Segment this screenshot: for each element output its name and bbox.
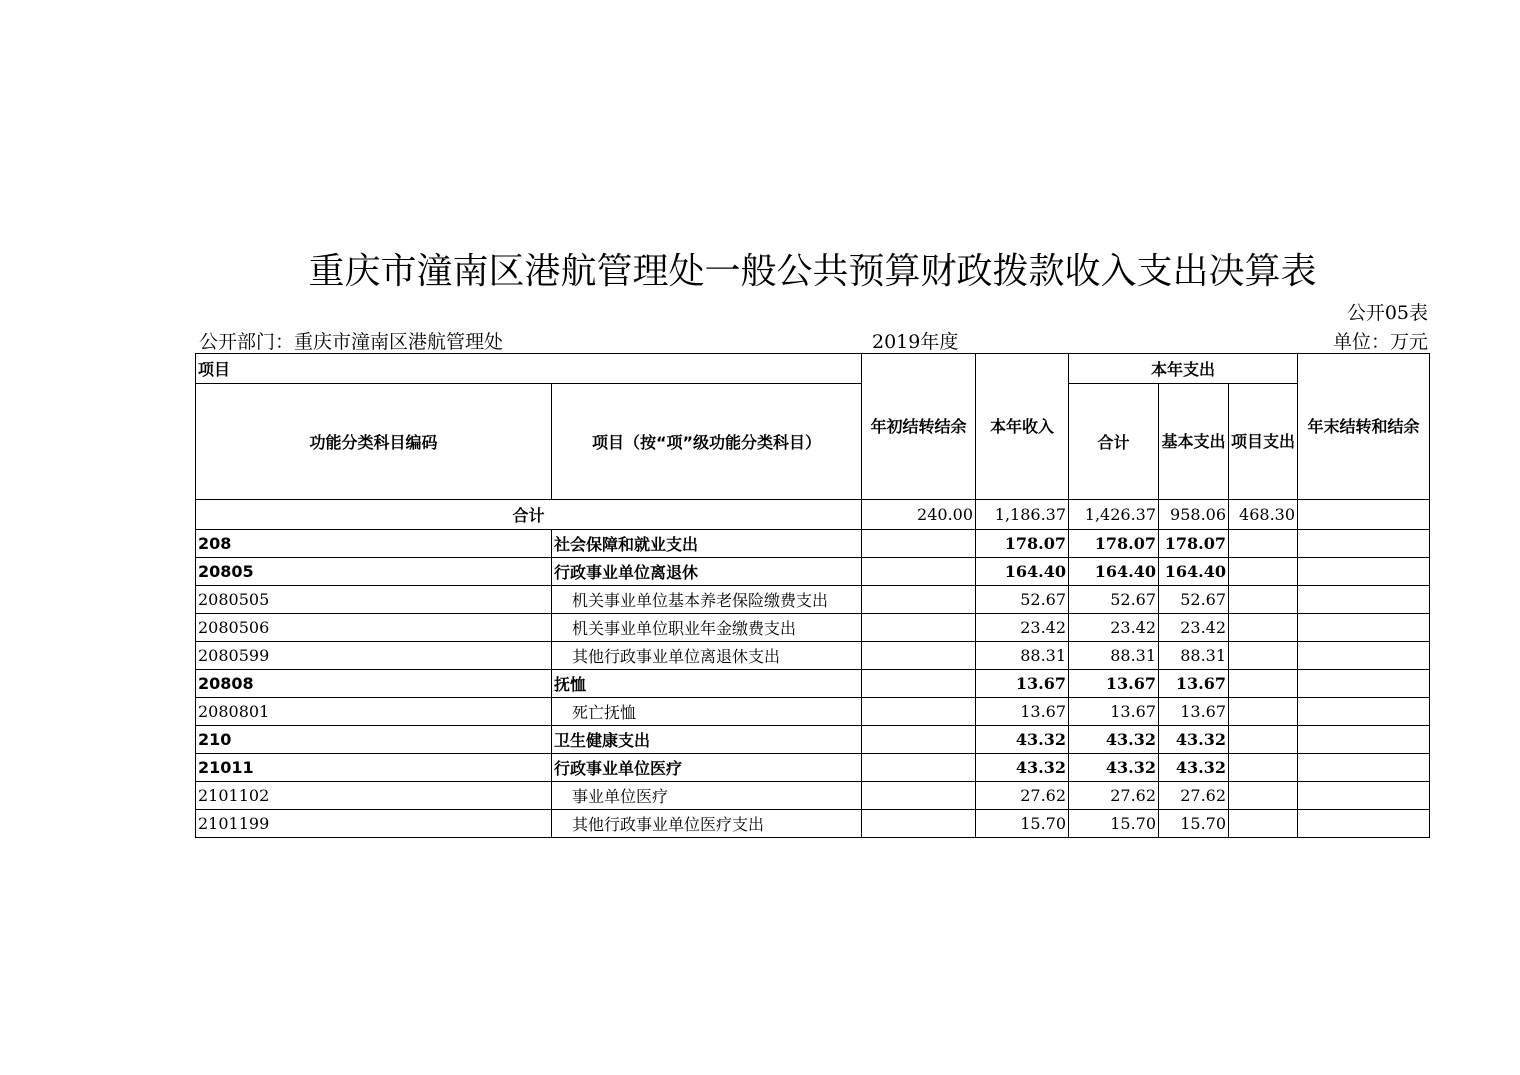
total-end-balance (1298, 500, 1430, 530)
row-begin-balance (862, 698, 976, 726)
row-end-balance (1298, 530, 1430, 558)
row-begin-balance (862, 754, 976, 782)
header-expense-group: 本年支出 (1069, 354, 1298, 384)
row-basic-expense: 13.67 (1159, 698, 1229, 726)
row-income: 52.67 (976, 586, 1069, 614)
row-project-expense (1229, 810, 1298, 838)
row-begin-balance (862, 586, 976, 614)
row-code: 21011 (196, 754, 552, 782)
row-project-expense (1229, 558, 1298, 586)
row-begin-balance (862, 530, 976, 558)
row-begin-balance (862, 670, 976, 698)
total-project-expense: 468.30 (1229, 500, 1298, 530)
row-begin-balance (862, 782, 976, 810)
table-row (196, 614, 1430, 642)
header-basic-expense: 基本支出 (1159, 384, 1229, 500)
department-label: 公开部门：重庆市潼南区港航管理处 (199, 331, 504, 353)
table-row (196, 558, 1430, 586)
table-row (196, 530, 1430, 558)
table-row (196, 754, 1430, 782)
total-basic-expense: 958.06 (1159, 500, 1229, 530)
row-project-expense (1229, 782, 1298, 810)
row-expense-total: 27.62 (1069, 782, 1159, 810)
form-number: 公开05表 (1346, 302, 1428, 324)
row-basic-expense: 15.70 (1159, 810, 1229, 838)
row-basic-expense: 23.42 (1159, 614, 1229, 642)
row-code: 2101102 (196, 782, 552, 810)
header-project: 项目 (196, 354, 862, 384)
row-expense-total: 15.70 (1069, 810, 1159, 838)
header-code: 功能分类科目编码 (196, 384, 552, 500)
row-expense-total: 88.31 (1069, 642, 1159, 670)
row-income: 43.32 (976, 754, 1069, 782)
unit-label: 单位：万元 (1332, 331, 1428, 353)
row-expense-total: 164.40 (1069, 558, 1159, 586)
row-code: 208 (196, 530, 552, 558)
row-code: 210 (196, 726, 552, 754)
header-item: 项目（按“项”级功能分类科目） (552, 384, 862, 500)
total-income: 1,186.37 (976, 500, 1069, 530)
header-row-1 (196, 354, 1430, 384)
table-row (196, 586, 1430, 614)
header-begin-balance: 年初结转结余 (862, 354, 976, 500)
header-project-expense: 项目支出 (1229, 384, 1298, 500)
row-expense-total: 13.67 (1069, 670, 1159, 698)
row-end-balance (1298, 782, 1430, 810)
row-basic-expense: 164.40 (1159, 558, 1229, 586)
row-basic-expense: 27.62 (1159, 782, 1229, 810)
table-row (196, 642, 1430, 670)
row-project-expense (1229, 614, 1298, 642)
row-basic-expense: 88.31 (1159, 642, 1229, 670)
row-basic-expense: 52.67 (1159, 586, 1229, 614)
row-begin-balance (862, 810, 976, 838)
header-income: 本年收入 (976, 354, 1069, 500)
row-code: 20805 (196, 558, 552, 586)
row-code: 2080801 (196, 698, 552, 726)
row-item-name: 行政事业单位医疗 (552, 754, 862, 782)
row-project-expense (1229, 726, 1298, 754)
table-body (196, 530, 1430, 838)
row-income: 88.31 (976, 642, 1069, 670)
row-code: 2080505 (196, 586, 552, 614)
row-end-balance (1298, 670, 1430, 698)
table-row (196, 810, 1430, 838)
row-item-name: 抚恤 (552, 670, 862, 698)
fiscal-year: 2019年度 (872, 331, 959, 353)
row-project-expense (1229, 642, 1298, 670)
budget-table (195, 353, 1430, 838)
row-item-name: 机关事业单位基本养老保险缴费支出 (552, 586, 862, 614)
row-project-expense (1229, 698, 1298, 726)
row-income: 13.67 (976, 698, 1069, 726)
header-end-balance: 年末结转和结余 (1298, 354, 1430, 500)
row-income: 164.40 (976, 558, 1069, 586)
row-project-expense (1229, 586, 1298, 614)
row-expense-total: 43.32 (1069, 754, 1159, 782)
row-item-name: 卫生健康支出 (552, 726, 862, 754)
row-income: 13.67 (976, 670, 1069, 698)
header-row-2 (196, 384, 1430, 500)
row-income: 27.62 (976, 782, 1069, 810)
row-end-balance (1298, 586, 1430, 614)
row-item-name: 社会保障和就业支出 (552, 530, 862, 558)
row-expense-total: 43.32 (1069, 726, 1159, 754)
row-expense-total: 52.67 (1069, 586, 1159, 614)
row-code: 20808 (196, 670, 552, 698)
document-title: 重庆市潼南区港航管理处一般公共预算财政拨款收入支出决算表 (308, 251, 1317, 292)
row-begin-balance (862, 614, 976, 642)
row-end-balance (1298, 810, 1430, 838)
total-begin-balance: 240.00 (862, 500, 976, 530)
row-end-balance (1298, 726, 1430, 754)
row-end-balance (1298, 558, 1430, 586)
row-begin-balance (862, 726, 976, 754)
row-code: 2080506 (196, 614, 552, 642)
row-expense-total: 13.67 (1069, 698, 1159, 726)
row-basic-expense: 43.32 (1159, 726, 1229, 754)
total-expense: 1,426.37 (1069, 500, 1159, 530)
total-label: 合计 (196, 500, 862, 530)
row-end-balance (1298, 698, 1430, 726)
table-row (196, 670, 1430, 698)
row-project-expense (1229, 670, 1298, 698)
row-basic-expense: 13.67 (1159, 670, 1229, 698)
row-code: 2080599 (196, 642, 552, 670)
row-item-name: 其他行政事业单位离退休支出 (552, 642, 862, 670)
row-code: 2101199 (196, 810, 552, 838)
total-row (196, 500, 1430, 530)
row-expense-total: 178.07 (1069, 530, 1159, 558)
row-end-balance (1298, 642, 1430, 670)
row-income: 178.07 (976, 530, 1069, 558)
row-item-name: 死亡抚恤 (552, 698, 862, 726)
row-expense-total: 23.42 (1069, 614, 1159, 642)
row-project-expense (1229, 530, 1298, 558)
row-item-name: 其他行政事业单位医疗支出 (552, 810, 862, 838)
table-row (196, 698, 1430, 726)
row-item-name: 事业单位医疗 (552, 782, 862, 810)
row-income: 43.32 (976, 726, 1069, 754)
row-begin-balance (862, 558, 976, 586)
row-end-balance (1298, 754, 1430, 782)
row-item-name: 机关事业单位职业年金缴费支出 (552, 614, 862, 642)
row-item-name: 行政事业单位离退休 (552, 558, 862, 586)
table-row (196, 782, 1430, 810)
row-income: 23.42 (976, 614, 1069, 642)
table-row (196, 726, 1430, 754)
row-basic-expense: 178.07 (1159, 530, 1229, 558)
row-basic-expense: 43.32 (1159, 754, 1229, 782)
header-expense-total: 合计 (1069, 384, 1159, 500)
row-income: 15.70 (976, 810, 1069, 838)
row-end-balance (1298, 614, 1430, 642)
row-begin-balance (862, 642, 976, 670)
row-project-expense (1229, 754, 1298, 782)
